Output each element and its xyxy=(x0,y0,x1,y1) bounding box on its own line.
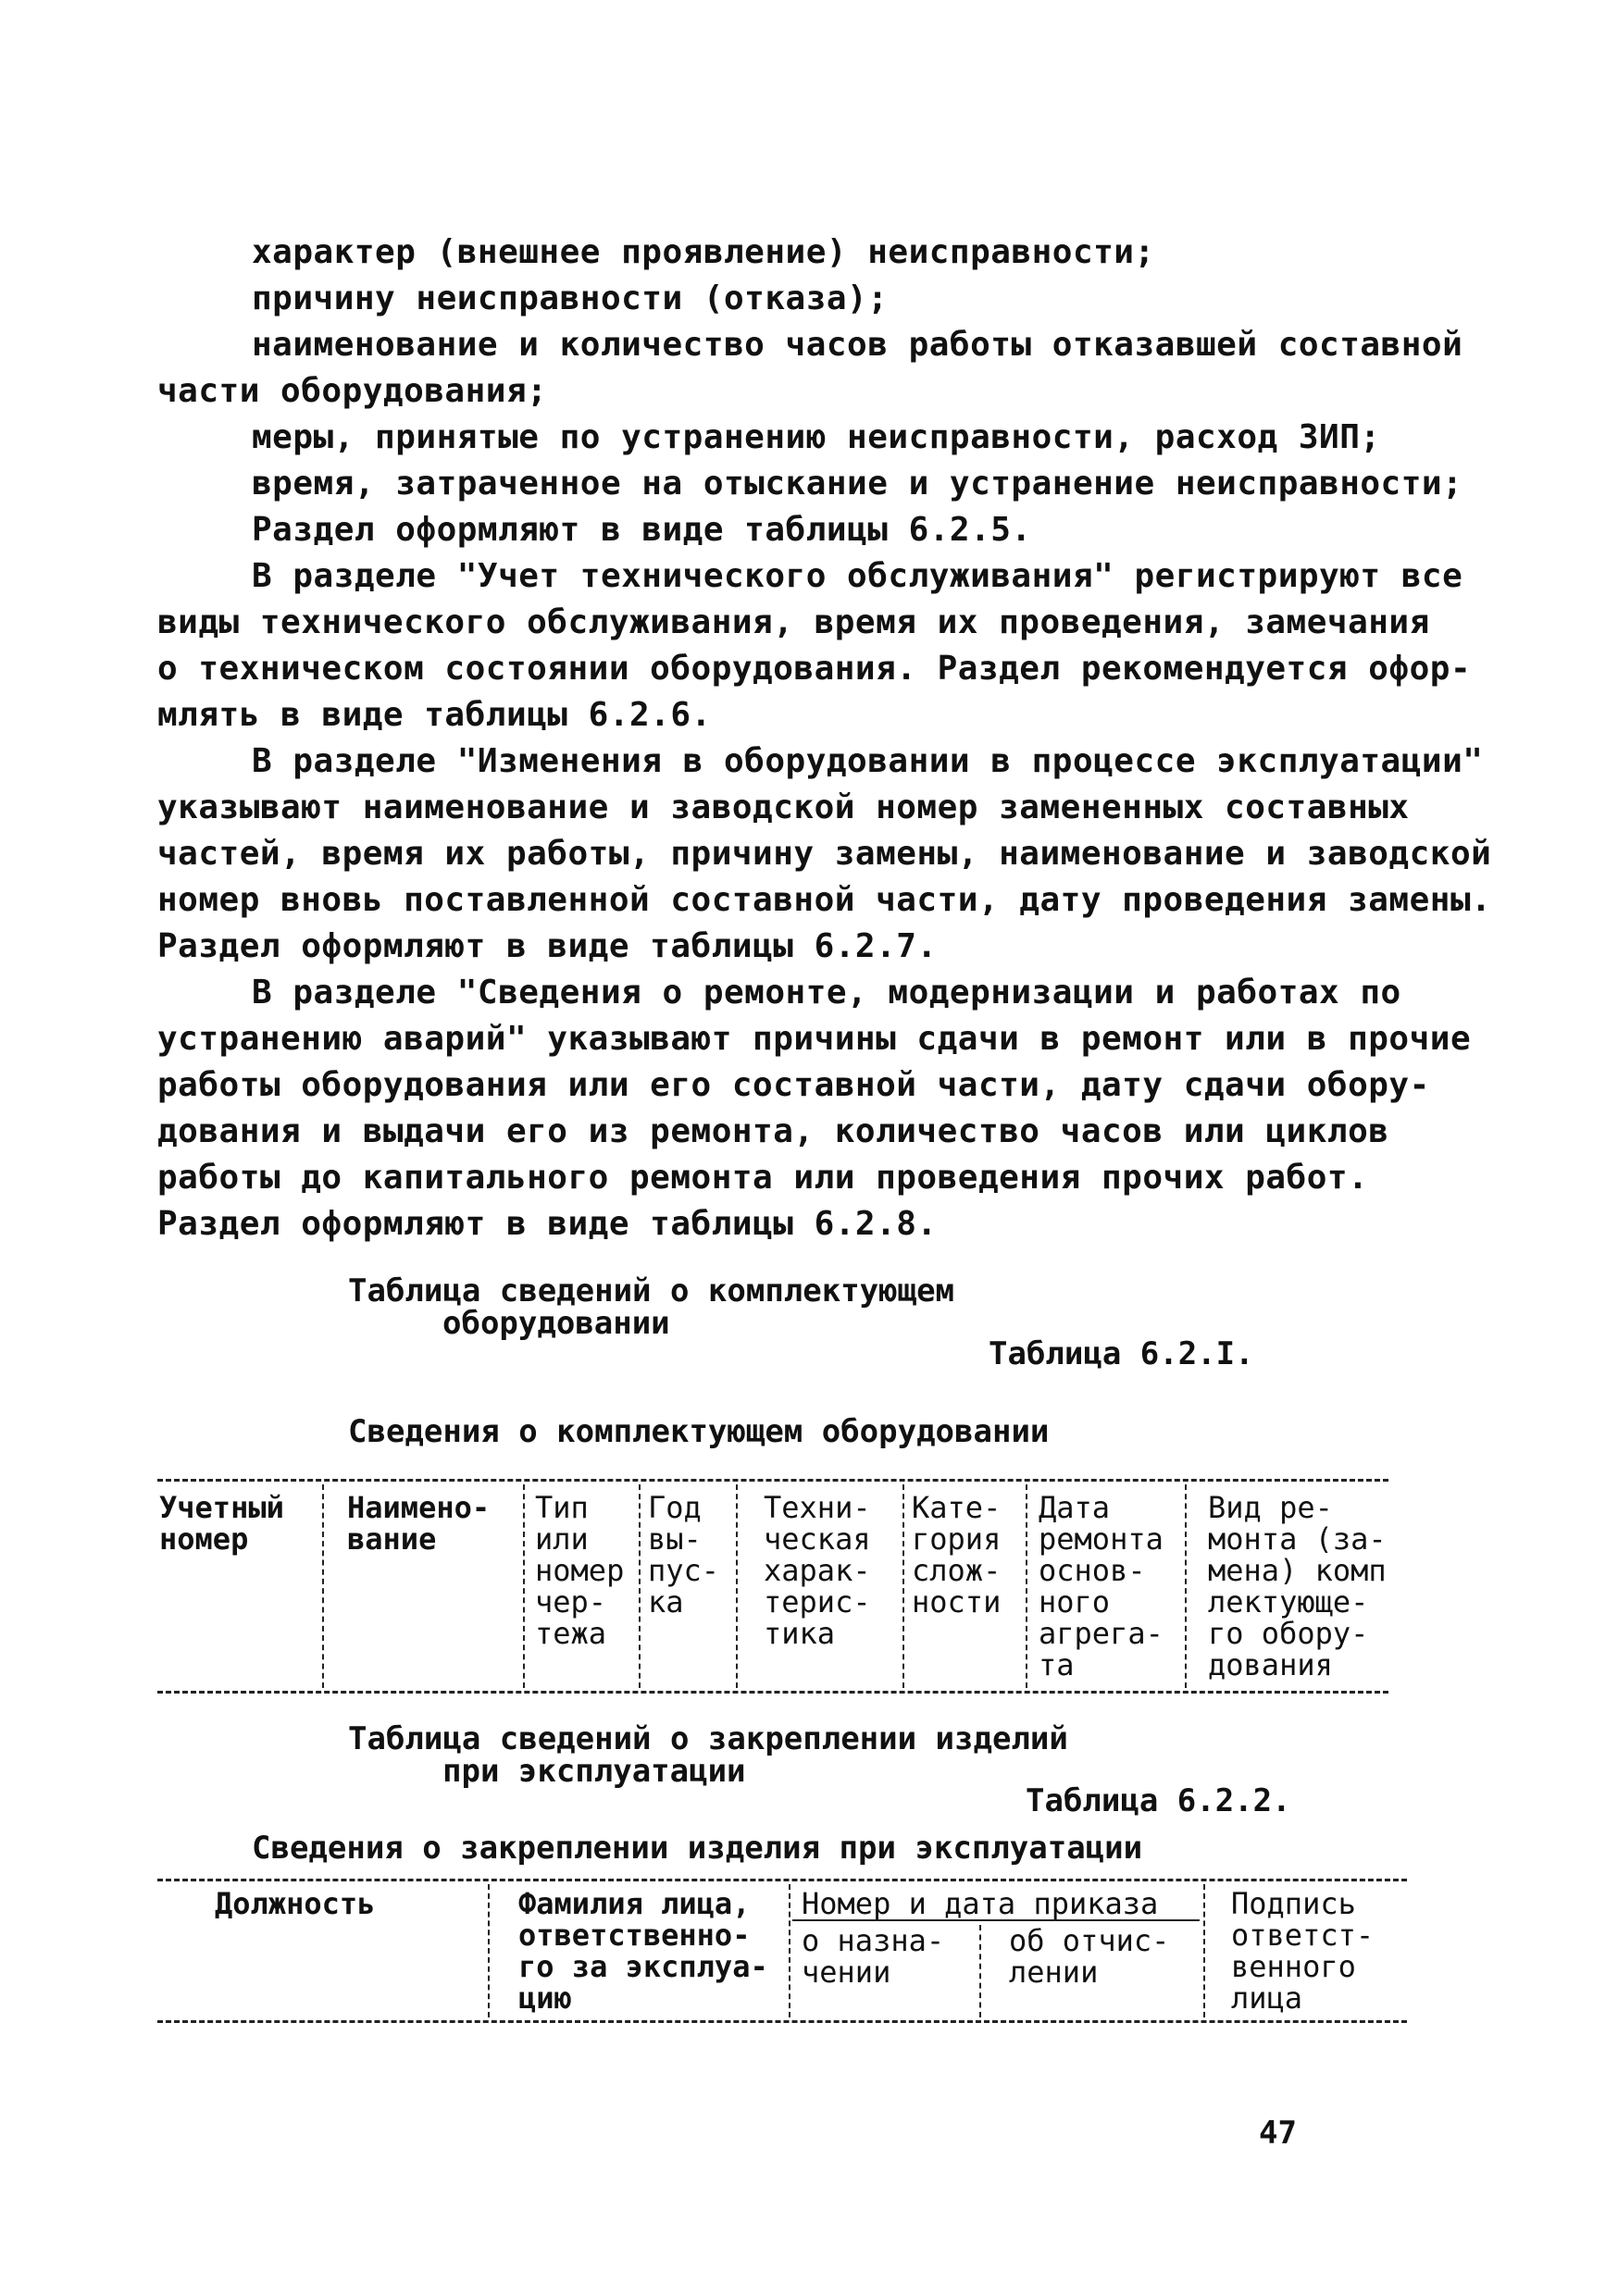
column-header: Вид ре- монта (за- мена) комп лектующе- го обору- дования xyxy=(1208,1490,1387,1682)
col-divider xyxy=(979,1925,981,2017)
column-header: Должность xyxy=(215,1886,376,1921)
col-divider xyxy=(902,1484,904,1688)
table-2-bottom-rule xyxy=(157,2020,1407,2023)
text-line: работы оборудования или его составной части, дату сдачи обору- xyxy=(157,1066,1430,1104)
col-divider xyxy=(1185,1484,1187,1688)
column-header: об отчис- лении xyxy=(1009,1923,1170,1990)
table-1-bottom-rule xyxy=(157,1691,1388,1694)
col-divider xyxy=(789,1884,790,2017)
text-line: В разделе "Сведения о ремонте, модернизации и работах по xyxy=(252,974,1401,1011)
text-line: дования и выдачи его из ремонта, количество часов или циклов xyxy=(157,1112,1389,1150)
column-header: Техни- ческая харак- терис- тика xyxy=(764,1490,871,1651)
text-line: меры, принятые по устранению неисправности, расход ЗИП; xyxy=(252,418,1381,456)
col-divider xyxy=(1026,1484,1027,1688)
text-line: В разделе "Изменения в оборудовании в процессе эксплуатации" xyxy=(252,742,1484,780)
col-divider xyxy=(1203,1884,1205,2017)
column-header: Подпись ответст- венного лица xyxy=(1231,1886,1375,2016)
text-line: работы до капитального ремонта или проведения прочих работ. xyxy=(157,1159,1369,1197)
text-line: частей, время их работы, причину замены, наименование и заводской xyxy=(157,835,1492,873)
table-2-title-line1: Таблица сведений о закреплении изделий xyxy=(348,1720,1068,1757)
table-2-top-rule xyxy=(157,1879,1407,1881)
text-line: виды технического обслуживания, время их проведения, замечания xyxy=(157,603,1430,641)
text-line: характер (внешнее проявление) неисправности; xyxy=(252,233,1155,271)
col-divider xyxy=(523,1484,525,1688)
column-header: Учетный номер xyxy=(159,1490,284,1557)
column-header: Наимено- вание xyxy=(347,1490,491,1557)
table-2-title-line2: при эксплуатации xyxy=(442,1753,746,1790)
text-line: млять в виде таблицы 6.2.6. xyxy=(157,696,712,734)
column-group-header: Номер и дата приказа xyxy=(802,1886,1159,1921)
text-line: время, затраченное на отыскание и устранение неисправности; xyxy=(252,465,1463,503)
column-header: о назна- чении xyxy=(802,1923,945,1990)
table-1-number: Таблица 6.2.I. xyxy=(989,1335,1254,1372)
text-line: Раздел оформляют в виде таблицы 6.2.7. xyxy=(157,927,938,965)
text-line: причину неисправности (отказа); xyxy=(252,279,889,317)
column-header: Тип или номер чер- тежа xyxy=(535,1490,625,1651)
text-line: Раздел оформляют в виде таблицы 6.2.5. xyxy=(252,511,1032,549)
page-number: 47 xyxy=(1259,2115,1297,2152)
table-1-title-line2: оборудовании xyxy=(442,1305,670,1342)
table-1-top-rule xyxy=(157,1479,1388,1482)
column-header: Кате- гория слож- ности xyxy=(912,1490,1002,1620)
table-2-caption: Сведения о закреплении изделия при эксплуатации xyxy=(252,1830,1143,1867)
text-line: номер вновь поставленной составной части, дату проведения замены. xyxy=(157,881,1492,919)
col-divider xyxy=(639,1484,641,1688)
text-line: В разделе "Учет технического обслуживания" регистрируют все xyxy=(252,557,1463,595)
column-header: Фамилия лица, ответственно- го за эксплуа- цию xyxy=(518,1886,768,2016)
col-divider xyxy=(322,1484,324,1688)
column-header: Дата ремонта основ- ного агрега- та xyxy=(1039,1490,1164,1682)
text-line: устранению аварий" указывают причины сдачи в ремонт или в прочие xyxy=(157,1020,1472,1058)
column-header: Год вы- пус- ка xyxy=(648,1490,720,1620)
text-line: наименование и количество часов работы отказавшей составной xyxy=(252,326,1463,364)
table-1-caption: Сведения о комплектующем оборудовании xyxy=(348,1413,1050,1450)
table-2-number: Таблица 6.2.2. xyxy=(1026,1782,1291,1819)
col-divider xyxy=(488,1884,490,2017)
text-line: Раздел оформляют в виде таблицы 6.2.8. xyxy=(157,1205,938,1243)
table-1-title-line1: Таблица сведений о комплектующем xyxy=(348,1272,955,1309)
text-line: о техническом состоянии оборудования. Раздел рекомендуется офор- xyxy=(157,650,1472,688)
text-line: указывают наименование и заводской номер замененных составных xyxy=(157,788,1410,826)
col-divider xyxy=(736,1484,738,1688)
text-line: части оборудования; xyxy=(157,372,548,410)
